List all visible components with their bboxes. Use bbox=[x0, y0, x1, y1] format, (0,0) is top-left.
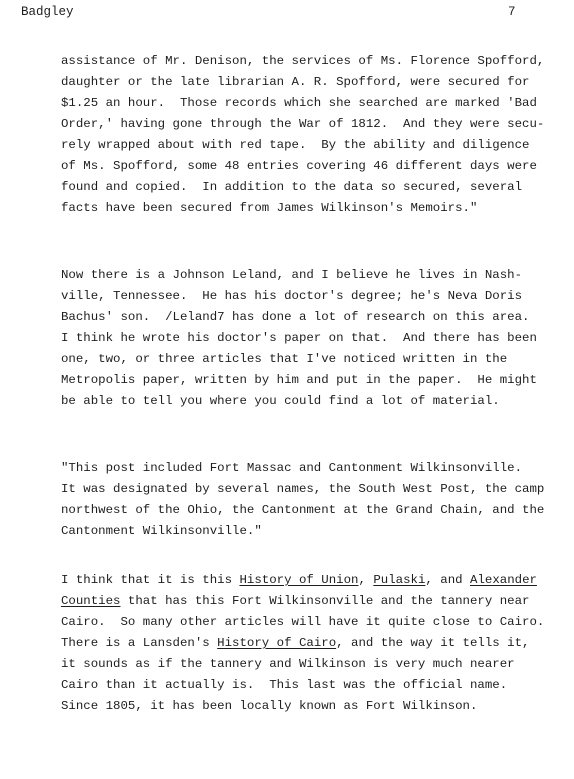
underlined-title: History of Union bbox=[239, 573, 359, 587]
text-line bbox=[61, 612, 561, 633]
text-line bbox=[61, 458, 561, 479]
text-run: ville, Tennessee. He has his doctor's degree; he's Neva Doris bbox=[61, 289, 523, 303]
text-run: , and bbox=[425, 573, 471, 587]
text-run: Cairo. So many other articles will have it quite close to Cairo. bbox=[61, 615, 545, 629]
text-run: I think he wrote his doctor's paper on that. And there has been bbox=[61, 331, 537, 345]
text-line bbox=[61, 521, 561, 542]
text-run: it sounds as if the tannery and Wilkinson is very much nearer bbox=[61, 657, 515, 671]
text-line bbox=[61, 675, 561, 696]
text-run: Cantonment Wilkinsonville." bbox=[61, 524, 262, 538]
text-run: Since 1805, it has been locally known as Fort Wilkinson. bbox=[61, 699, 478, 713]
text-run: , bbox=[358, 573, 374, 587]
text-run: Order,' having gone through the War of 1812. And they were secu- bbox=[61, 117, 545, 131]
text-run: facts have been secured from James Wilkinson's Memoirs." bbox=[61, 201, 478, 215]
text-line bbox=[61, 51, 561, 72]
text-run: of Ms. Spofford, some 48 entries covering 46 different days were bbox=[61, 159, 537, 173]
text-line bbox=[61, 479, 561, 500]
text-line bbox=[61, 93, 561, 114]
text-run: be able to tell you where you could find a lot of material. bbox=[61, 394, 500, 408]
text-line bbox=[61, 114, 561, 135]
underlined-title: Counties bbox=[61, 594, 121, 608]
text-line bbox=[61, 265, 561, 286]
text-run: one, two, or three articles that I've noticed written in the bbox=[61, 352, 508, 366]
text-line bbox=[61, 307, 561, 328]
text-line bbox=[61, 633, 561, 654]
text-line bbox=[61, 500, 561, 521]
running-header-author: Badgley bbox=[21, 5, 74, 19]
text-run: Cairo than it actually is. This last was the official name. bbox=[61, 678, 508, 692]
underlined-title: Alexander bbox=[470, 573, 537, 587]
text-run: Now there is a Johnson Leland, and I believe he lives in Nash- bbox=[61, 268, 523, 282]
text-line bbox=[61, 198, 561, 219]
text-line bbox=[61, 177, 561, 198]
text-run: I think that it is this bbox=[61, 573, 240, 587]
text-line bbox=[61, 654, 561, 675]
text-line bbox=[61, 72, 561, 93]
paragraph bbox=[61, 458, 561, 542]
text-run: that has this Fort Wilkinsonville and the tannery near bbox=[120, 594, 530, 608]
text-run: daughter or the late librarian A. R. Spofford, were secured for bbox=[61, 75, 530, 89]
text-run: Bachus' son. /Leland7 has done a lot of research on this area. bbox=[61, 310, 530, 324]
text-run: assistance of Mr. Denison, the services of Ms. Florence Spofford, bbox=[61, 54, 545, 68]
text-line bbox=[61, 349, 561, 370]
text-run: There is a Lansden's bbox=[61, 636, 218, 650]
text-run: northwest of the Ohio, the Cantonment at the Grand Chain, and the bbox=[61, 503, 545, 517]
text-line bbox=[61, 696, 561, 717]
page-number: 7 bbox=[508, 5, 516, 19]
text-line bbox=[61, 391, 561, 412]
text-run: It was designated by several names, the South West Post, the camp bbox=[61, 482, 545, 496]
text-line bbox=[61, 135, 561, 156]
underlined-title: Pulaski bbox=[373, 573, 426, 587]
text-run: $1.25 an hour. Those records which she searched are marked 'Bad bbox=[61, 96, 537, 110]
text-line bbox=[61, 286, 561, 307]
text-line bbox=[61, 370, 561, 391]
paragraph bbox=[61, 51, 561, 219]
text-line bbox=[61, 570, 561, 591]
text-run: Metropolis paper, written by him and put in the paper. He might bbox=[61, 373, 537, 387]
text-run: rely wrapped about with red tape. By the ability and diligence bbox=[61, 138, 530, 152]
text-run: found and copied. In addition to the data so secured, several bbox=[61, 180, 523, 194]
paragraph bbox=[61, 265, 561, 412]
text-line bbox=[61, 328, 561, 349]
text-run: "This post included Fort Massac and Cantonment Wilkinsonville. bbox=[61, 461, 523, 475]
text-line bbox=[61, 156, 561, 177]
text-line bbox=[61, 591, 561, 612]
underlined-title: History of Cairo bbox=[217, 636, 337, 650]
text-run: , and the way it tells it, bbox=[336, 636, 530, 650]
paragraph bbox=[61, 570, 561, 717]
